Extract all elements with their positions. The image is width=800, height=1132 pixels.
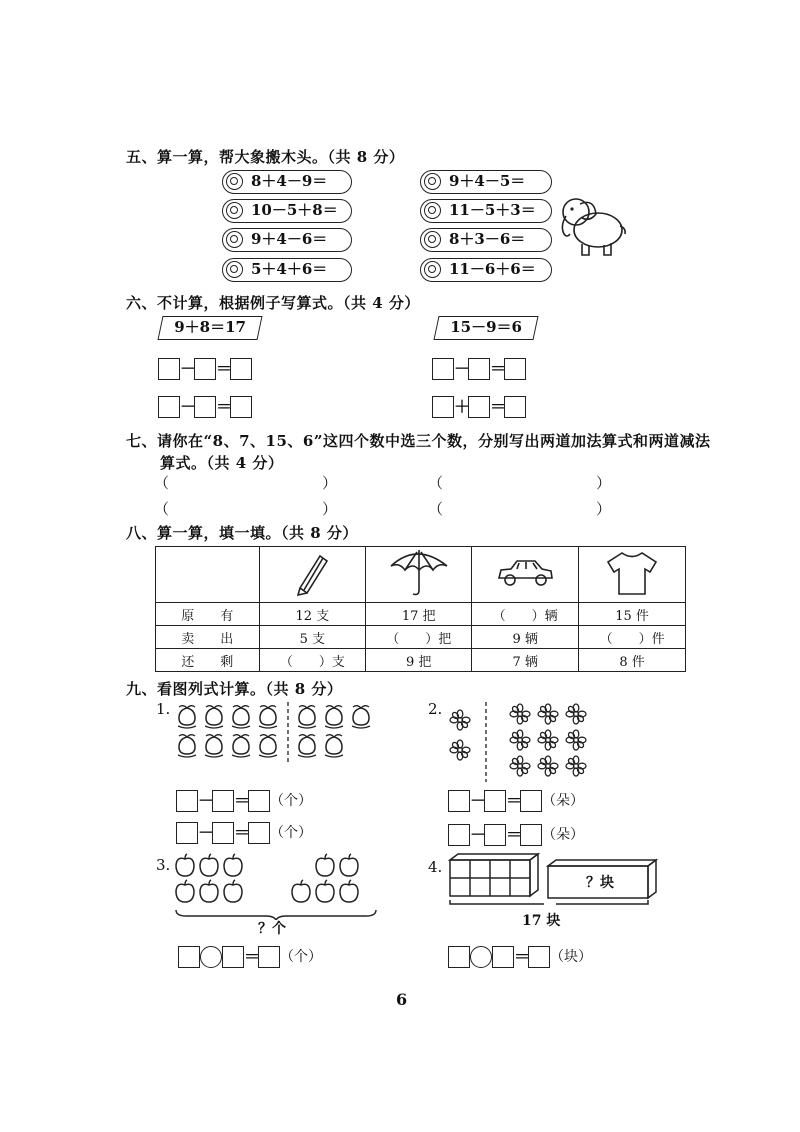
row-label: 卖 出 [156,626,260,649]
answer-paren-open: （ [428,474,444,492]
log-left-1 [222,170,352,194]
answer-box[interactable] [212,822,234,844]
log-expression: 8＋4－9＝ [251,172,328,190]
equals-sign: ＝ [490,396,507,416]
peach-icon [298,735,343,757]
log-left-4 [222,258,352,282]
answer-box[interactable] [448,790,470,812]
s6-equation-right-1 [432,356,526,381]
log-ring-icon [226,261,243,278]
unit-label: （块） [550,949,592,965]
answer-box[interactable] [212,790,234,812]
answer-box[interactable] [176,790,198,812]
answer-box[interactable] [248,822,270,844]
apple-icon [292,880,358,902]
example-left [160,316,260,340]
problem-number: 3. [156,856,171,874]
answer-box[interactable] [258,946,280,968]
answer-box[interactable] [484,790,506,812]
answer-box[interactable] [468,396,490,418]
answer-paren-open: （ [428,500,444,518]
answer-box[interactable] [484,824,506,846]
answer-paren-close[interactable]: ） [596,474,612,492]
log-ring-icon [424,231,441,248]
answer-box[interactable] [194,396,216,418]
corner-cell [156,547,260,603]
log-ring-icon [226,202,243,219]
answer-box[interactable] [448,824,470,846]
example-equation: 15－9＝6 [450,318,523,336]
operator: － [180,396,197,416]
table-row [156,626,686,649]
example-parallelogram [157,316,262,340]
equals-sign: ＝ [490,358,507,378]
answer-box[interactable] [432,396,454,418]
equals-sign: ＝ [216,396,233,416]
log-right-2 [420,199,552,223]
log-ring-icon [424,202,441,219]
log-left-2 [222,199,352,223]
log-ring-icon [226,173,243,190]
log-expression: 10－5＋8＝ [251,201,338,219]
example-parallelogram [433,316,538,340]
operator-circle[interactable] [200,946,222,968]
answer-box[interactable] [504,358,526,380]
answer-box[interactable] [520,824,542,846]
answer-box[interactable] [432,358,454,380]
answer-paren-close[interactable]: ） [322,474,338,492]
log-expression: 9＋4－6＝ [251,230,328,248]
unit-label: （个） [280,949,322,965]
equals-sign: ＝ [234,790,251,810]
apples-picture [170,850,380,920]
table-cell[interactable]: （ ）把 [366,626,472,649]
p1-equation-1 [176,788,312,813]
peach-icon [298,706,370,728]
umbrella-cell [366,547,472,603]
page-number: 6 [396,990,408,1009]
operator: ＋ [454,396,471,416]
total-label: 17 块 [522,913,561,929]
elephant-icon [558,192,628,258]
flower-icon [510,730,586,750]
flower-icon [450,710,470,760]
answer-paren-open: （ [154,500,170,518]
unit-label: （朵） [542,793,584,809]
problem-number: 2. [428,700,443,718]
answer-box[interactable] [176,822,198,844]
unknown-block-label: ？块 [586,875,614,891]
log-ring-icon [226,231,243,248]
log-ring-icon [424,173,441,190]
table-row [156,603,686,626]
s6-equation-right-2 [432,394,526,419]
problem-number: 4. [428,858,443,876]
row-label: 原 有 [156,603,260,626]
s6-equation-left-1 [158,356,252,381]
answer-box[interactable] [520,790,542,812]
table-row [156,547,686,603]
answer-box[interactable] [222,946,244,968]
answer-box[interactable] [504,396,526,418]
table-cell: 8 件 [579,649,686,672]
log-left-3 [222,228,352,252]
answer-box[interactable] [248,790,270,812]
flowers-picture [444,700,594,784]
log-ring-icon [424,261,441,278]
table-row [156,649,686,672]
problem-number: 1. [156,700,171,718]
equals-sign: ＝ [506,824,523,844]
apple-icon [316,854,358,876]
car-cell [472,547,579,603]
pencil-icon [292,550,332,596]
answer-paren-close[interactable]: ） [596,500,612,518]
answer-box[interactable] [194,358,216,380]
table-cell: 5 支 [259,626,366,649]
table-cell: 9 辆 [472,626,579,649]
shirt-icon [604,550,660,596]
log-expression: 11－6＋6＝ [449,260,536,278]
table-cell[interactable]: （ ）件 [579,626,686,649]
table-cell[interactable]: （ ）支 [259,649,366,672]
answer-box[interactable] [158,396,180,418]
table-cell: 15 件 [579,603,686,626]
section5-title: 五、算一算，帮大象搬木头。（共 8 分） [126,148,405,166]
operator: － [180,358,197,378]
answer-box[interactable] [230,396,252,418]
answer-box[interactable] [230,358,252,380]
section6-title: 六、不计算，根据例子写算式。（共 4 分） [126,294,420,312]
equals-sign: ＝ [216,358,233,378]
p1-equation-2 [176,820,312,845]
operator: － [198,822,215,842]
apple-icon [176,880,242,902]
log-expression: 9＋4－5＝ [449,172,526,190]
unit-label: （朵） [542,827,584,843]
answer-box[interactable] [158,358,180,380]
log-expression: 11－5＋3＝ [449,201,536,219]
table-cell: 7 辆 [472,649,579,672]
answer-box[interactable] [468,358,490,380]
peach-icon [178,706,277,728]
log-expression: 5＋4＋6＝ [251,260,328,278]
blocks-picture [444,852,660,908]
p3-equation [178,944,322,969]
p2-equation-1 [448,788,584,813]
log-right-3 [420,228,552,252]
section9-title: 九、看图列式计算。（共 8 分） [126,680,343,698]
car-icon [495,556,555,590]
table-cell: 12 支 [259,603,366,626]
flower-icon [510,756,586,776]
unit-label: （个） [270,793,312,809]
peach-icon [178,735,277,757]
answer-box[interactable] [178,946,200,968]
answer-box[interactable] [528,946,550,968]
equals-sign: ＝ [244,946,261,966]
pencil-cell [259,547,366,603]
section7-title-line1: 七、请你在“8、7、15、6”这四个数中选三个数，分别写出两道加法算式和两道减法 [126,432,711,450]
s6-equation-left-2 [158,394,252,419]
equals-sign: ＝ [514,946,531,966]
example-right [436,316,536,340]
operator: － [470,824,487,844]
operator: － [198,790,215,810]
p4-equation [448,944,592,969]
table-cell[interactable]: （ ）辆 [472,603,579,626]
flower-icon [510,704,586,724]
table-cell: 17 把 [366,603,472,626]
p2-equation-2 [448,822,584,847]
answer-box[interactable] [492,946,514,968]
equals-sign: ＝ [234,822,251,842]
operator-circle[interactable] [470,946,492,968]
section7-title-line2: 算式。（共 4 分） [160,454,284,472]
log-right-1 [420,170,552,194]
log-right-4 [420,258,552,282]
sales-table [155,546,686,672]
table-cell: 9 把 [366,649,472,672]
answer-paren-open: （ [154,474,170,492]
total-label: ？个 [258,921,286,937]
answer-box[interactable] [448,946,470,968]
equals-sign: ＝ [506,790,523,810]
peaches-picture [172,700,380,764]
answer-paren-close[interactable]: ） [322,500,338,518]
shirt-cell [579,547,686,603]
row-label: 还 剩 [156,649,260,672]
apple-icon [176,854,242,876]
log-expression: 8＋3－6＝ [449,230,526,248]
operator: － [470,790,487,810]
operator: － [454,358,471,378]
unit-label: （个） [270,825,312,841]
section8-title: 八、算一算，填一填。（共 8 分） [126,524,358,542]
example-equation: 9＋8＝17 [174,318,247,336]
umbrella-icon [387,548,451,598]
